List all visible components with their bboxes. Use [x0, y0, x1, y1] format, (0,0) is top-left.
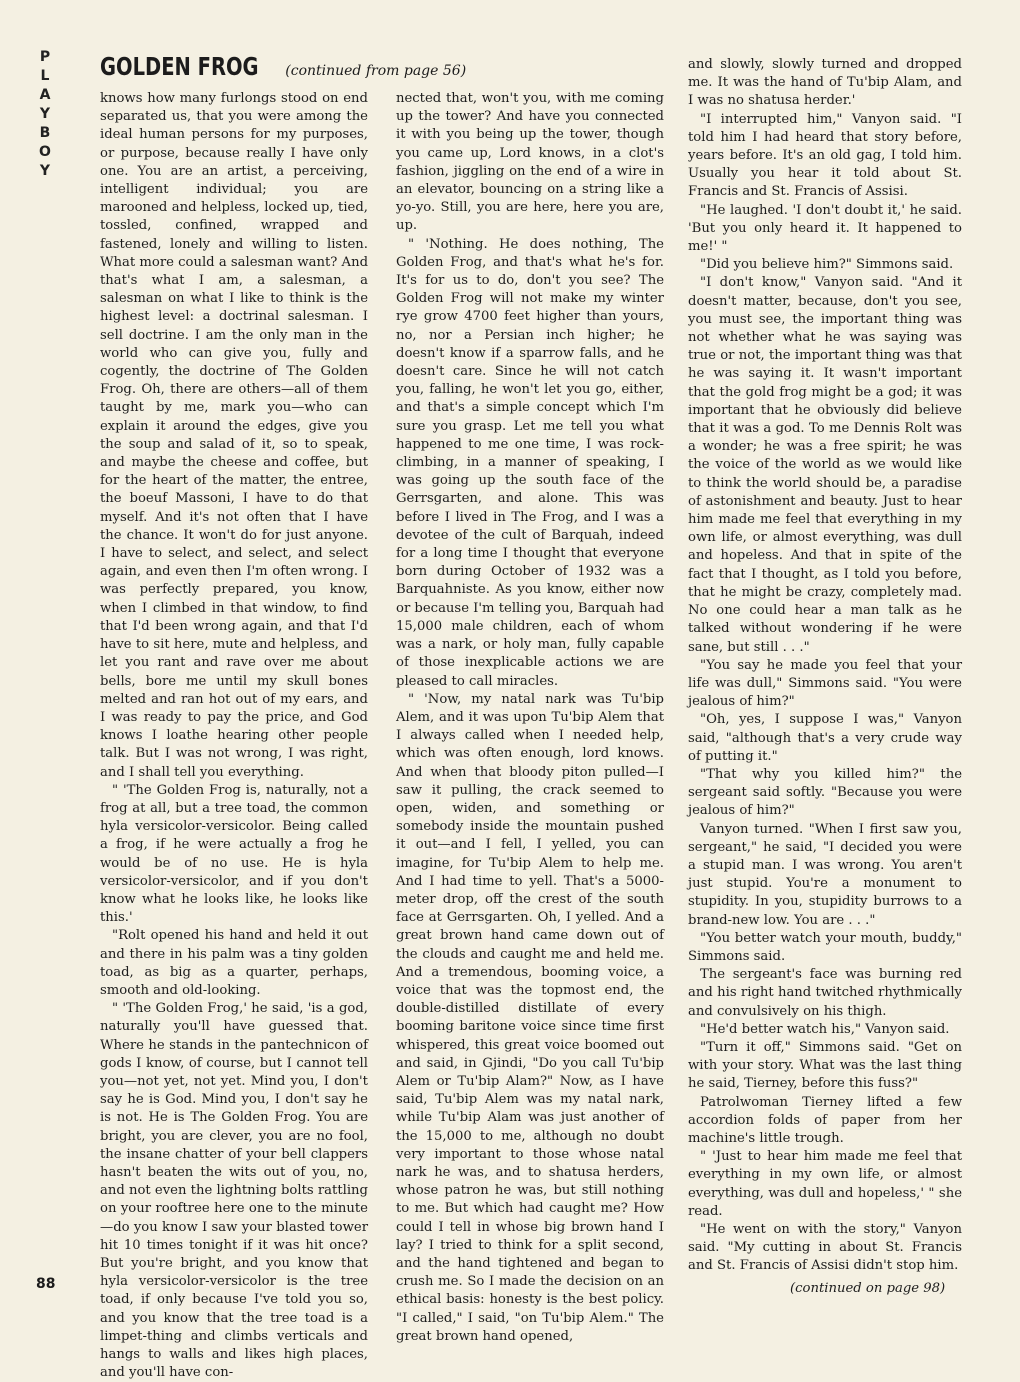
text-column-2 [396, 90, 664, 1346]
paragraph: and slowly, slowly turned and dropped me. It was the hand of Tu'bip Alam, and I was no shatusa herder.' [688, 57, 962, 109]
paragraph: knows how many furlongs stood on end separated us, that you were among the ideal human persons for my purposes, or purpose, because really I have only one. You are an artist, a perceiving, intelligent individual; you are marooned and helpless, locked up, tied, tossled, confined, wrapped and fastened, lonely and willing to listen. What more could a salesman want? And that's what I am, a salesman, a salesman on what I like to think is the highest level: a doctrinal salesman. I sell doctrine. I am the only man in the world who can give you, fully and cogently, the doctrine of The Golden Frog. Oh, there are others—all of them taught by me, mark you—who can explain it around the edges, give you the soup and salad of it, so to speak, and maybe the cheese and coffee, but for the heart of the matter, the entree, the boeuf Massoni, I have to do that myself. And it's not often that I have the chance. It won't do for just anyone. I have to select, and select, and select again, and even then I'm often wrong. I was perfectly prepared, you know, when I climbed in that window, to find that I'd been wrong again, and that I'd have to sit here, mute and helpless, and let you rant and rave over me about bells, bore me until my skull bones melted and ran hot out of my ears, and I was ready to pay the price, and God knows I loathe hearing other people talk. But I was not wrong, I was right, and I shall tell you everything. [100, 91, 369, 780]
paragraph: Patrolwoman Tierney lifted a few accordion folds of paper from her machine's little trough. [688, 1094, 962, 1146]
page-number: 88 [36, 1276, 56, 1292]
paragraph: "I don't know," Vanyon said. "And it doesn't matter, because, don't you see, you must see, the important thing was not whether what he was saying was true or not, the important thing was that he was saying it. It wasn't important that the gold frog might be a god; it was important that he obviously did believe that it was a god. To me Dennis Rolt was a wonder; he was a free spirit; he was the voice of the world as we would like to think the world should be, a paradise of astonishment and beauty. Just to hear him made me feel that everything in my own life, or almost everything, was dull and hopeless. And that in spite of the fact that I thought, as I told you before, that he might be crazy, completely mad. No one could hear a man talk as he talked without wondering if he were sane, but still . . ." [688, 275, 962, 655]
masthead-letter: Y [39, 163, 51, 179]
paragraph: "He went on with the story," Vanyon said. "My cutting in about St. Francis and St. Francis of Assisi didn't stop him. [688, 1222, 962, 1274]
masthead-letter: P [39, 49, 51, 65]
paragraph: " 'Nothing. He does nothing, The Golden Frog, and that's what he's for. It's for us to do, don't you see? The Golden Frog will not make my winter rye grow 4700 feet higher than yours, no, nor a Persian inch higher; he doesn't know if a sparrow falls, and he doesn't care. Since he will not catch you, falling, he won't let you go, either, and that's a simple concept which I'm sure you grasp. Let me tell you what happened to me one time, I was rock-climbing, in a manner of speaking, I was going up the south face of the Gerrsgarten, and alone. This was before I lived in The Frog, and I was a devotee of the cult of Barquah, indeed for a long time I thought that everyone born during October of 1932 was a Barquahniste. As you know, either now or because I'm telling you, Barquah had 15,000 male children, each of whom was a nark, or holy man, fully capable of those inexplicable actions we are pleased to call miracles. [396, 236, 665, 689]
paragraph: "Turn it off," Simmons said. "Get on with your story. What was the last thing he said, Tierney, before this fuss?" [688, 1039, 962, 1092]
continued-on-note: (continued on page 98) [790, 1281, 946, 1296]
paragraph: "Oh, yes, I suppose I was," Vanyon said, "although that's a very crude way of putting it." [688, 712, 962, 764]
masthead-letter: B [39, 125, 51, 141]
paragraph: The sergeant's face was burning red and his right hand twitched rhythmically and convulsively on his thigh. [688, 967, 962, 1019]
text-column-1 [100, 90, 368, 1382]
paragraph: "He'd better watch his," Vanyon said. [700, 1021, 950, 1037]
masthead-letter: Y [39, 106, 51, 122]
paragraph: "He laughed. 'I don't doubt it,' he said. 'But you only heard it. It happened to me!' " [688, 202, 962, 255]
paragraph: "I interrupted him," Vanyon said. "I told him I had heard that story before, years before. It's an old gag, I told him. Usually you hear it told about St. Francis and St. Francis of Assisi. [688, 111, 962, 200]
paragraph: " 'Just to hear him made me feel that everything in my own life, or almost everything, was dull and hopeless,' " she read. [688, 1149, 962, 1219]
continued-from-note: (continued from page 56) [285, 63, 467, 79]
paragraph: Vanyon turned. "When I first saw you, sergeant," he said, "I decided you were a stupid man. I was wrong. You aren't just stupid. You're a monument to stupidity. In you, stupidity burrows to a brand-new low. You are . . ." [688, 821, 962, 928]
paragraph: "Did you believe him?" Simmons said. [700, 257, 954, 273]
magazine-masthead [34, 48, 56, 181]
paragraph: "You say he made you feel that your life was dull," Simmons said. "You were jealous of him?" [688, 657, 962, 710]
paragraph: " 'The Golden Frog is, naturally, not a frog at all, but a tree toad, the common hyla versicolor-versicolor. Being called a frog, if he were actually a frog he would be of no use. He is hyla versicolor-versicolor, and if you don't know what he looks like, he looks like this.' [100, 782, 368, 926]
text-column-3 [688, 56, 962, 1276]
paragraph: "You better watch your mouth, buddy," Simmons said. [688, 930, 962, 964]
masthead-letter: A [39, 87, 51, 103]
paragraph: "That why you killed him?" the sergeant said softly. "Because you were jealous of him?" [688, 766, 962, 819]
paragraph: " 'The Golden Frog,' he said, 'is a god, naturally you'll have guessed that. Where he stands in the pantechnicon of gods I know, of course, but I cannot tell you—not yet, not yet. Mind you, I don't say he is God. Mind you, I don't say he is not. He is The Golden Frog. You are bright, you are clever, you are no fool, the insane chatter of your bell clappers hasn't beaten the wits out of you, no, and not even the lightning bolts rattling on your rooftree here one to the minute—do you know I saw your blasted tower hit 10 times tonight if it was hit once? But you're bright, and you know that hyla versicolor-versicolor is the tree toad, if only because I've told you so, and you know that the tree toad is a limpet-thing and climbs verticals and hangs to walls and likes high places, and you'll have con- [100, 1001, 368, 1381]
story-header [100, 52, 466, 81]
story-title: GOLDEN FROG [100, 52, 259, 81]
masthead-letter: L [40, 68, 50, 84]
paragraph: nected that, won't you, with me coming up the tower? And have you connected it with you being up the tower, though you came up, Lord knows, in a clot's fashion, jiggling on the end of a wire in an elevator, bouncing on a string like a yo-yo. Still, you are here, here you are, up. [396, 91, 664, 234]
masthead-letter: O [39, 144, 51, 160]
paragraph: " 'Now, my natal nark was Tu'bip Alem, and it was upon Tu'bip Alem that I always called when I needed help, which was often enough, lord knows. And when that bloody piton pulled—I saw it pulling, the crack seemed to open, widen, and something or somebody inside the mountain pushed it out—and I fell, I yelled, you can imagine, for Tu'bip Alem to help me. And I had time to yell. That's a 5000-meter drop, off the crest of the south face at Gerrsgarten. Oh, I yelled. And a great brown hand came down out of the clouds and caught me and held me. And a tremendous, booming voice, a voice that was the topmost end, the double-distilled distillate of every booming baritone voice since time first whispered, this great voice boomed out and said, in Gjindi, "Do you call Tu'bip Alem or Tu'bip Alam?" Now, as I have said, Tu'bip Alem was my natal nark, while Tu'bip Alam was just another of the 15,000 to me, although no doubt very important to those whose natal nark he was, and to shatusa herders, whose patron he was, but still nothing to me. But which had caught me? How could I tell in whose big brown hand I lay? I tried to think for a split second, and the hand tightened and began to crush me. So I made the decision on an ethical basis: honesty is the best policy. "I called," I said, "on Tu'bip Alem." The great brown hand opened, [396, 691, 664, 1344]
paragraph: "Rolt opened his hand and held it out and there in his palm was a tiny golden toad, as big as a quarter, perhaps, smooth and old-looking. [100, 928, 368, 998]
